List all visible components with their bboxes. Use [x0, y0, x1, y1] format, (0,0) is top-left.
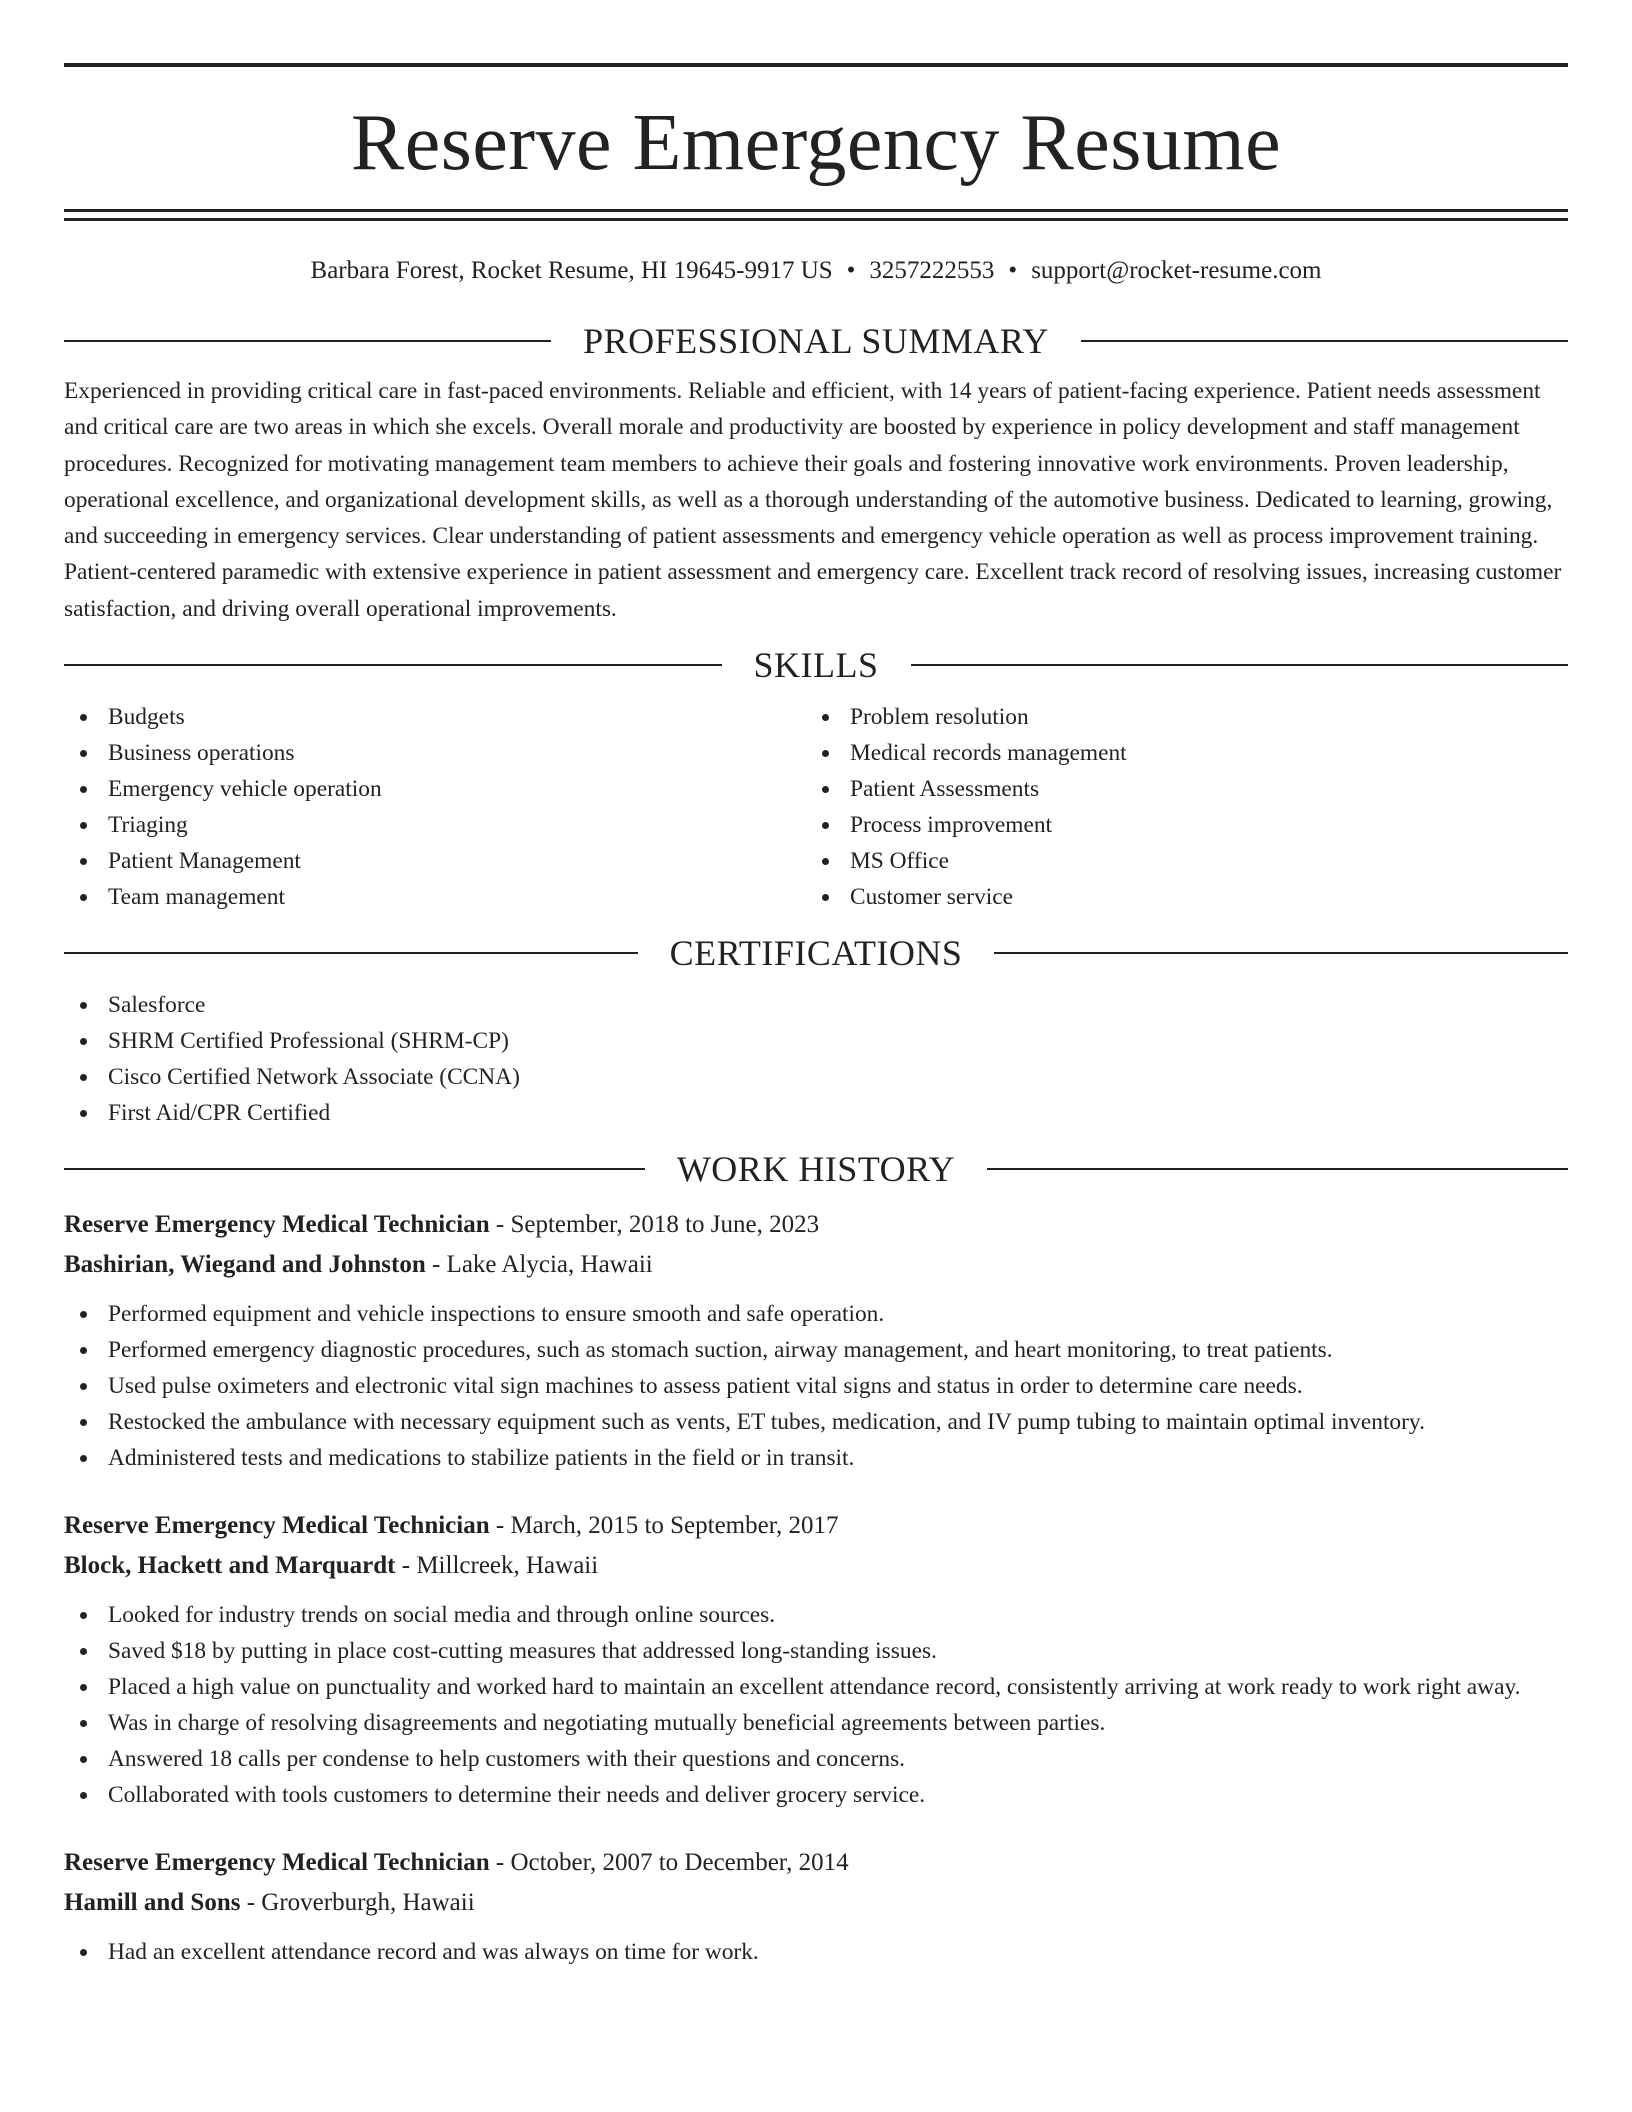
job-title: Reserve Emergency Medical Technician	[64, 1211, 490, 1239]
job-bullet: Was in charge of resolving disagreements and negotiating mutually beneficial agreements between parties.	[64, 1705, 1568, 1741]
job-location: - Millcreek, Hawaii	[395, 1552, 599, 1580]
skill-item: Patient Assessments	[806, 771, 1548, 807]
job-company-line	[64, 1245, 1568, 1285]
work-history-list	[64, 1205, 1568, 1970]
heading-rule	[64, 664, 722, 666]
certification-item: Salesforce	[64, 987, 1568, 1023]
job-title-line	[64, 1506, 1568, 1546]
job-bullet: Administered tests and medications to stabilize patients in the field or in transit.	[64, 1440, 1568, 1476]
job-location: - Groverburgh, Hawaii	[240, 1889, 475, 1917]
certification-item: SHRM Certified Professional (SHRM-CP)	[64, 1023, 1568, 1059]
job-entry	[64, 1506, 1568, 1813]
contact-phone: 3257222553	[869, 257, 995, 284]
section-title: CERTIFICATIONS	[669, 933, 963, 974]
skills-columns	[64, 699, 1568, 915]
top-rule	[64, 63, 1568, 67]
job-bullet: Looked for industry trends on social media and through online sources.	[64, 1597, 1568, 1633]
job-title: Reserve Emergency Medical Technician	[64, 1849, 490, 1877]
job-bullets	[64, 1934, 1568, 1970]
contact-address: Barbara Forest, Rocket Resume, HI 19645-9917 US	[310, 257, 833, 284]
heading-rule	[911, 664, 1569, 666]
resume-title: Reserve Emergency Resume	[350, 99, 1282, 187]
skill-item: Problem resolution	[806, 699, 1548, 735]
job-company-line	[64, 1546, 1568, 1586]
job-bullet: Saved $18 by putting in place cost-cutting measures that addressed long-standing issues.	[64, 1633, 1568, 1669]
skill-item: Budgets	[64, 699, 806, 735]
contact-line	[64, 255, 1568, 287]
contact-separator: •	[846, 257, 856, 284]
section-heading-summary	[64, 319, 1568, 363]
skill-item: Emergency vehicle operation	[64, 771, 806, 807]
job-company-line	[64, 1883, 1568, 1923]
job-location: - Lake Alycia, Hawaii	[425, 1251, 653, 1279]
job-dates: - October, 2007 to December, 2014	[489, 1849, 849, 1877]
heading-rule	[64, 340, 551, 342]
heading-rule	[987, 1168, 1568, 1170]
job-bullet: Performed equipment and vehicle inspections to ensure smooth and safe operation.	[64, 1296, 1568, 1332]
summary-text: Experienced in providing critical care in fast-paced environments. Reliable and efficient, with 14 years of patient-facing experience. Patient needs assessment and critical care are two areas in which she excels. Overall morale and productivity are boosted by experience in policy development and staff management procedures. Recognized for motivating management team members to achieve their goals and fostering innovative work environments. Proven leadership, operational excellence, and organizational development skills, as well as a thorough understanding of the automotive business. Dedicated to learning, growing, and succeeding in emergency services. Clear understanding of patient assessments and emergency vehicle operation as well as process improvement training. Patient-centered paramedic with extensive experience in patient assessment and emergency care. Excellent track record of resolving issues, increasing customer satisfaction, and driving overall operational improvements.	[64, 378, 1562, 622]
section-title: PROFESSIONAL SUMMARY	[583, 321, 1049, 361]
skill-item: Process improvement	[806, 807, 1548, 843]
contact-separator: •	[1008, 257, 1018, 284]
job-title: Reserve Emergency Medical Technician	[64, 1512, 490, 1540]
job-title-line	[64, 1843, 1568, 1883]
job-bullet: Used pulse oximeters and electronic vital sign machines to assess patient vital signs and status in order to determine care needs.	[64, 1368, 1568, 1404]
certifications-list	[64, 987, 1568, 1131]
contact-email: support@rocket-resume.com	[1031, 257, 1322, 284]
skill-item: Business operations	[64, 735, 806, 771]
job-bullets	[64, 1296, 1568, 1476]
job-bullet: Performed emergency diagnostic procedures, such as stomach suction, airway management, and heart monitoring, to treat patients.	[64, 1332, 1568, 1368]
title-double-rule	[64, 209, 1568, 221]
skill-item: Triaging	[64, 807, 806, 843]
section-title: WORK HISTORY	[676, 1149, 956, 1190]
job-bullets	[64, 1597, 1568, 1813]
resume-page	[64, 0, 1568, 1970]
section-heading-certifications	[64, 931, 1568, 975]
job-bullet: Collaborated with tools customers to determine their needs and deliver grocery service.	[64, 1777, 1568, 1813]
heading-rule	[64, 952, 638, 954]
section-heading-skills	[64, 643, 1568, 687]
job-bullet: Had an excellent attendance record and was always on time for work.	[64, 1934, 1568, 1970]
job-entry	[64, 1843, 1568, 1970]
skill-item: Patient Management	[64, 843, 806, 879]
job-company: Block, Hackett and Marquardt	[64, 1552, 396, 1580]
section-title: SKILLS	[753, 645, 879, 686]
heading-rule	[994, 952, 1568, 954]
job-entry	[64, 1205, 1568, 1476]
skill-item: Medical records management	[806, 735, 1548, 771]
certification-item: First Aid/CPR Certified	[64, 1095, 1568, 1131]
heading-rule	[64, 1168, 645, 1170]
skill-item: Team management	[64, 879, 806, 915]
job-bullet: Answered 18 calls per condense to help customers with their questions and concerns.	[64, 1741, 1568, 1777]
job-company: Hamill and Sons	[64, 1889, 241, 1917]
skill-item: MS Office	[806, 843, 1548, 879]
job-company: Bashirian, Wiegand and Johnston	[64, 1251, 426, 1279]
job-title-line	[64, 1205, 1568, 1245]
job-dates: - March, 2015 to September, 2017	[489, 1512, 839, 1540]
section-heading-work-history	[64, 1147, 1568, 1191]
skills-list-right	[806, 699, 1548, 915]
skill-item: Customer service	[806, 879, 1548, 915]
job-bullet: Restocked the ambulance with necessary equipment such as vents, ET tubes, medication, and IV pump tubing to maintain optimal inventory.	[64, 1404, 1568, 1440]
heading-rule	[1081, 340, 1568, 342]
certification-item: Cisco Certified Network Associate (CCNA)	[64, 1059, 1568, 1095]
job-bullet: Placed a high value on punctuality and worked hard to maintain an excellent attendance record, consistently arriving at work ready to work right away.	[64, 1669, 1568, 1705]
skills-list-left	[64, 699, 806, 915]
job-dates: - September, 2018 to June, 2023	[489, 1211, 820, 1239]
